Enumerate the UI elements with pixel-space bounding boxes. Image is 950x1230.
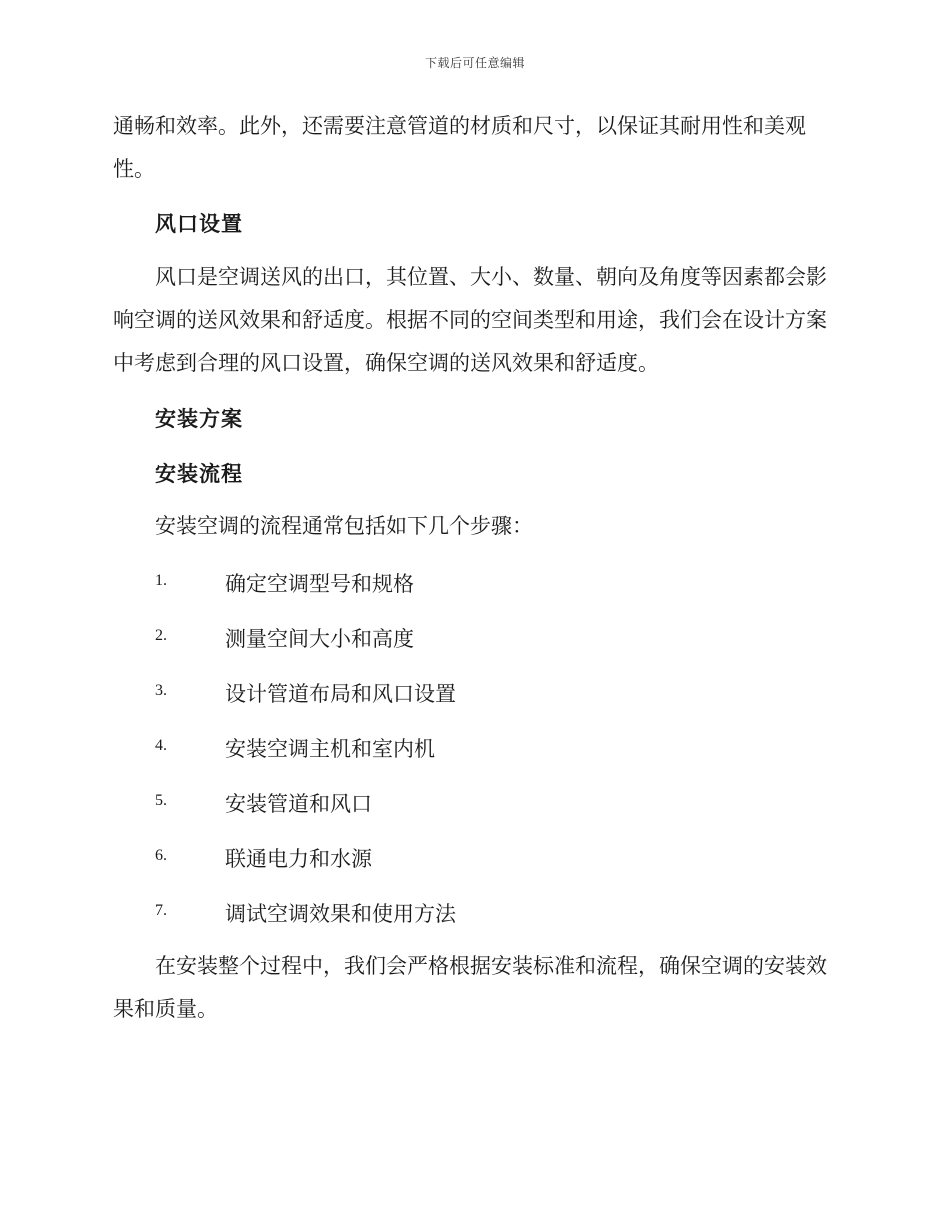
step-item <box>155 733 755 763</box>
paragraph-text: 风口是空调送风的出口，其位置、大小、数量、朝向及角度等因素都会影响空调的送风效果和舒适度。根据不同的空间类型和用途，我们会在设计方案中考虑到合理的风口设置，确保空调的送风效果和舒适度。 <box>113 265 827 375</box>
heading-air-outlet-setup: 风口设置 <box>155 212 243 236</box>
step-text: 安装空调主机和室内机 <box>225 737 435 761</box>
step-text: 设计管道布局和风口设置 <box>225 682 456 706</box>
step-item <box>155 843 755 873</box>
step-text: 测量空间大小和高度 <box>225 627 414 651</box>
step-number: 4. <box>155 737 167 754</box>
step-number: 3. <box>155 682 167 699</box>
step-text: 确定空调型号和规格 <box>225 572 414 596</box>
paragraph-text: 安装空调的流程通常包括如下几个步骤： <box>155 514 533 538</box>
step-item <box>155 788 755 818</box>
header-note: 下载后可任意编辑 <box>424 56 525 70</box>
step-text: 调试空调效果和使用方法 <box>225 902 456 926</box>
step-item <box>155 568 755 598</box>
heading-installation-plan: 安装方案 <box>155 407 243 431</box>
step-item <box>155 898 755 928</box>
step-text: 安装管道和风口 <box>225 792 372 816</box>
paragraph-process-intro <box>113 505 833 548</box>
step-number: 2. <box>155 627 167 644</box>
step-text: 联通电力和水源 <box>225 847 372 871</box>
step-item <box>155 623 755 653</box>
step-number: 6. <box>155 847 167 864</box>
step-item <box>155 678 755 708</box>
paragraph-text: 通畅和效率。此外，还需要注意管道的材质和尺寸，以保证其耐用性和美观性。 <box>113 114 806 181</box>
step-number: 7. <box>155 902 167 919</box>
paragraph-air-outlet <box>113 256 833 385</box>
paragraph-closing <box>113 945 833 1031</box>
heading-installation-process: 安装流程 <box>155 462 243 486</box>
step-number: 5. <box>155 792 167 809</box>
step-number: 1. <box>155 572 167 589</box>
paragraph-intro-continuation <box>113 105 833 191</box>
paragraph-text: 在安装整个过程中，我们会严格根据安装标准和流程，确保空调的安装效果和质量。 <box>113 954 827 1021</box>
